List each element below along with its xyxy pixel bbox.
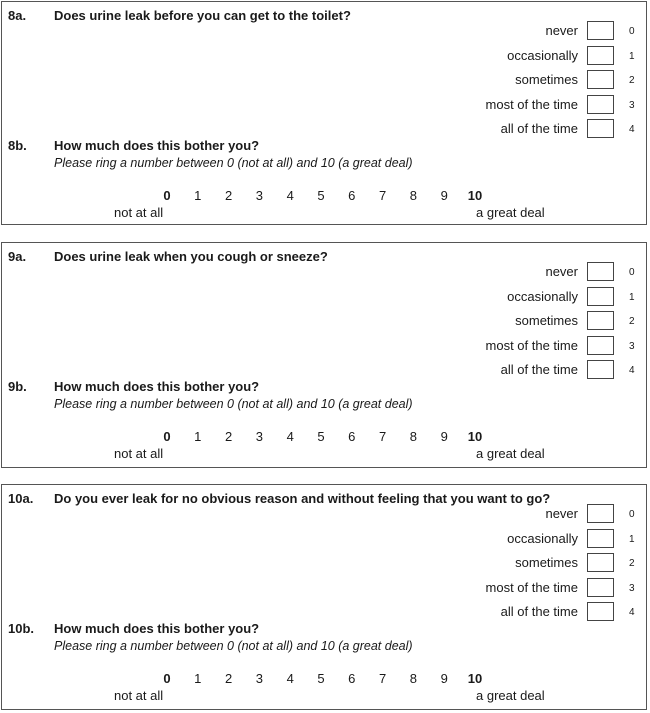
instruction-text: Please ring a number between 0 (not at all) and 10 (a great deal) [54,639,413,653]
bother-question: How much does this bother you? [54,379,260,394]
scale-number[interactable]: 0 [163,429,171,444]
question-number: 8b. [8,138,27,153]
scale-number[interactable]: 8 [409,671,417,686]
question-section [1,1,647,225]
question-text: Do you ever leak for no obvious reason and without feeling that you want to go? [54,491,551,506]
option-label: sometimes [515,72,578,87]
scale-number[interactable]: 2 [224,429,233,444]
option-checkbox[interactable] [587,287,614,306]
scale-number[interactable]: 7 [378,429,387,444]
option-checkbox[interactable] [587,336,614,355]
option-checkbox[interactable] [587,578,614,597]
option-label: never [545,506,578,521]
option-label: occasionally [507,288,578,304]
option-score: 3 [629,99,635,111]
option-label: never [545,264,578,279]
question-section [1,242,647,468]
scale-number[interactable]: 3 [255,429,263,444]
option-score: 0 [629,509,635,520]
question-number: 8a. [8,8,27,23]
option-checkbox[interactable] [587,46,614,65]
instruction-text: Please ring a number between 0 (not at all) and 10 (a great deal) [54,397,413,411]
question-number: 9a. [8,249,27,264]
scale-number[interactable]: 7 [378,671,387,686]
option-score: 2 [629,558,635,569]
option-score: 0 [629,267,635,278]
option-score: 2 [629,75,635,86]
option-label: most of the time [485,579,578,595]
question-section [1,484,647,710]
scale-number[interactable]: 0 [163,188,171,203]
scale-number[interactable]: 10 [467,671,483,686]
bother-question: How much does this bother you? [54,138,260,153]
scale-number[interactable]: 1 [194,429,202,444]
option-label: never [545,23,578,38]
scale-low-label: not at all [114,446,164,461]
question-text: Does urine leak before you can get to the toilet? [54,8,351,23]
option-checkbox[interactable] [587,119,614,138]
bother-question: How much does this bother you? [54,621,260,636]
option-checkbox[interactable] [587,553,614,572]
scale-number[interactable]: 10 [467,188,483,203]
option-checkbox[interactable] [587,262,614,281]
scale-number[interactable]: 1 [194,671,202,686]
scale-number[interactable]: 9 [440,671,448,686]
scale-high-label: a great deal [476,688,545,703]
scale-high-label: a great deal [476,446,545,461]
option-label: all of the time [500,362,578,377]
option-label: most of the time [485,337,578,353]
scale-number[interactable]: 5 [317,188,325,203]
option-label: occasionally [507,47,578,63]
question-number: 10b. [8,621,35,636]
scale-number[interactable]: 3 [255,671,263,686]
option-label: occasionally [507,530,578,546]
scale-number[interactable]: 9 [440,188,448,203]
option-score: 3 [629,582,635,594]
scale-number[interactable]: 5 [317,671,325,686]
question-text: Does urine leak when you cough or sneeze? [54,249,328,264]
option-checkbox[interactable] [587,21,614,40]
scale-number[interactable]: 8 [409,188,417,203]
option-score: 4 [629,607,635,618]
option-score: 1 [629,533,635,545]
instruction-text: Please ring a number between 0 (not at all) and 10 (a great deal) [54,156,413,170]
option-checkbox[interactable] [587,602,614,621]
option-score: 1 [629,291,635,303]
option-score: 4 [629,365,635,376]
scale-number[interactable]: 4 [286,188,294,203]
option-score: 4 [629,124,635,135]
option-checkbox[interactable] [587,311,614,330]
option-label: sometimes [515,313,578,328]
option-label: all of the time [500,604,578,619]
scale-number[interactable]: 2 [224,671,233,686]
option-score: 3 [629,340,635,352]
scale-number[interactable]: 2 [224,188,233,203]
scale-number[interactable]: 9 [440,429,448,444]
option-checkbox[interactable] [587,504,614,523]
option-label: all of the time [500,121,578,136]
scale-number[interactable]: 4 [286,429,294,444]
scale-high-label: a great deal [476,205,545,220]
option-score: 2 [629,316,635,327]
scale-number[interactable]: 0 [163,671,171,686]
option-checkbox[interactable] [587,360,614,379]
option-checkbox[interactable] [587,95,614,114]
scale-number[interactable]: 3 [255,188,263,203]
option-label: sometimes [515,555,578,570]
option-checkbox[interactable] [587,529,614,548]
scale-low-label: not at all [114,205,164,220]
option-checkbox[interactable] [587,70,614,89]
scale-number[interactable]: 4 [286,671,294,686]
option-label: most of the time [485,96,578,112]
scale-low-label: not at all [114,688,164,703]
scale-number[interactable]: 5 [317,429,325,444]
scale-number[interactable]: 10 [467,429,483,444]
option-score: 0 [629,26,635,37]
option-score: 1 [629,50,635,62]
scale-number[interactable]: 6 [348,429,356,444]
scale-number[interactable]: 1 [194,188,202,203]
question-number: 10a. [8,491,34,506]
scale-number[interactable]: 7 [378,188,387,203]
scale-number[interactable]: 8 [409,429,417,444]
question-number: 9b. [8,379,27,394]
scale-number[interactable]: 6 [348,671,356,686]
scale-number[interactable]: 6 [348,188,356,203]
